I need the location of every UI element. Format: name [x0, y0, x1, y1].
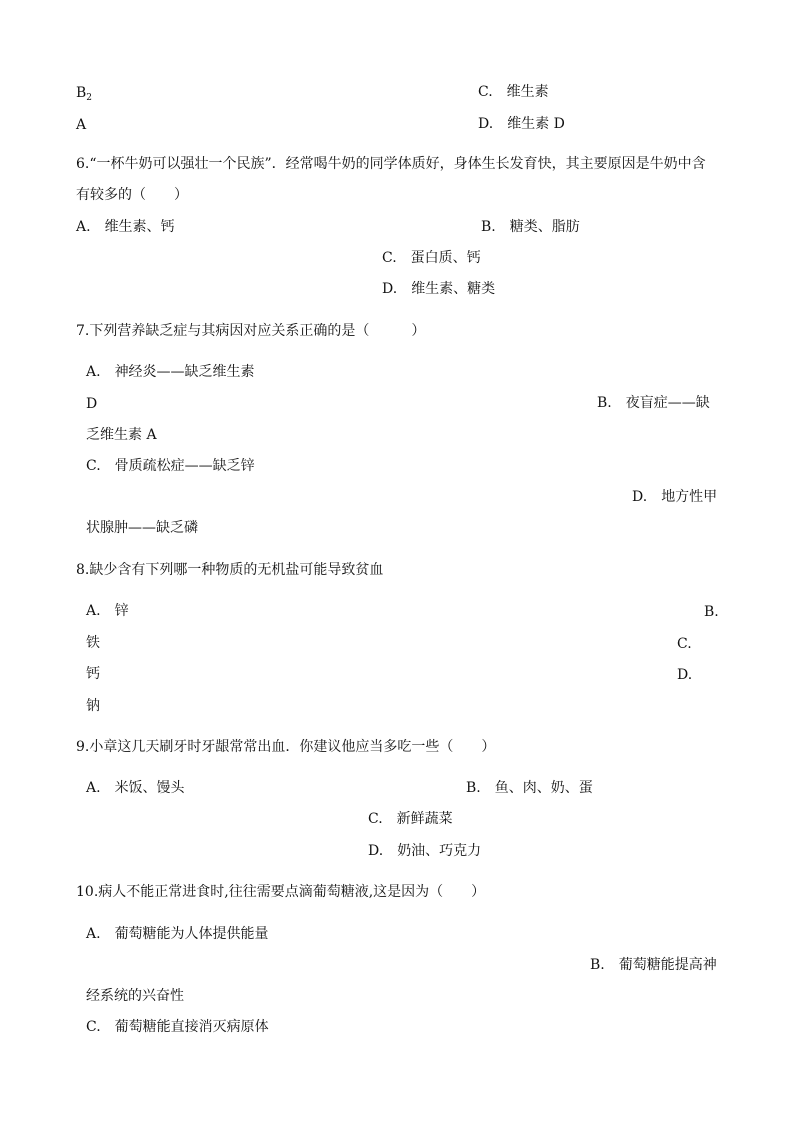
q7-stem: 7.下列营养缺乏症与其病因对应关系正确的是（ ） — [76, 323, 426, 339]
q8-option-d-label: D. — [677, 667, 693, 683]
q10-option-b: B. 葡萄糖能提高神 — [590, 957, 717, 973]
option-a-tail: A — [76, 117, 87, 133]
option-c: C. 维生素 — [478, 84, 549, 100]
q8-option-c-text: 钙 — [86, 666, 100, 682]
q7-option-d-wrap: 状腺肿——缺乏磷 — [86, 520, 198, 536]
q6-stem-line1: 6.“一杯牛奶可以强壮一个民族”．经常喝牛奶的同学体质好，身体生长发育快，其主要原因是牛奶中含 — [76, 156, 706, 172]
q6-option-b: B. 糖类、脂肪 — [481, 219, 580, 235]
q6-option-c: C. 蛋白质、钙 — [382, 250, 481, 266]
q9-option-a: A. 米饭、馒头 — [86, 780, 185, 796]
q10-stem: 10.病人不能正常进食时,往往需要点滴葡萄糖液,这是因为（ ） — [76, 884, 486, 900]
q9-option-c: C. 新鲜蔬菜 — [368, 811, 453, 827]
q8-option-c-label: C. — [677, 636, 692, 652]
q8-option-d-text: 钠 — [86, 698, 100, 714]
q7-option-d: D. 地方性甲 — [632, 489, 718, 505]
q10-option-a: A. 葡萄糖能为人体提供能量 — [86, 926, 269, 942]
q7-option-c: C. 骨质疏松症——缺乏锌 — [86, 458, 255, 474]
q7-option-a-wrap: D — [86, 396, 98, 412]
q8-stem: 8.缺少含有下列哪一种物质的无机盐可能导致贫血 — [76, 562, 384, 578]
q6-option-a: A. 维生素、钙 — [76, 219, 175, 235]
q7-option-a: A. 神经炎——缺乏维生素 — [86, 364, 255, 380]
q8-option-b-label: B. — [704, 604, 719, 620]
q6-option-d: D. 维生素、糖类 — [382, 281, 496, 297]
q9-option-d: D. 奶油、巧克力 — [368, 843, 482, 859]
option-b-tail: $B_2$ — [76, 85, 93, 103]
q9-stem: 9.小章这几天刷牙时牙龈常常出血．你建议他应当多吃一些（ ） — [76, 739, 496, 755]
q10-option-c: C. 葡萄糖能直接消灭病原体 — [86, 1019, 269, 1035]
q9-option-b: B. 鱼、肉、奶、蛋 — [466, 780, 593, 796]
q10-option-b-wrap: 经系统的兴奋性 — [86, 988, 184, 1004]
q8-option-a: A. 锌 — [86, 603, 129, 619]
q7-option-b: B. 夜盲症——缺 — [597, 395, 710, 411]
q7-option-b-wrap: 乏维生素 A — [86, 427, 157, 443]
option-d: D. 维生素 D — [478, 116, 565, 132]
q8-option-b-text: 铁 — [86, 635, 100, 651]
q6-stem-line2: 有较多的（ ） — [76, 187, 188, 203]
